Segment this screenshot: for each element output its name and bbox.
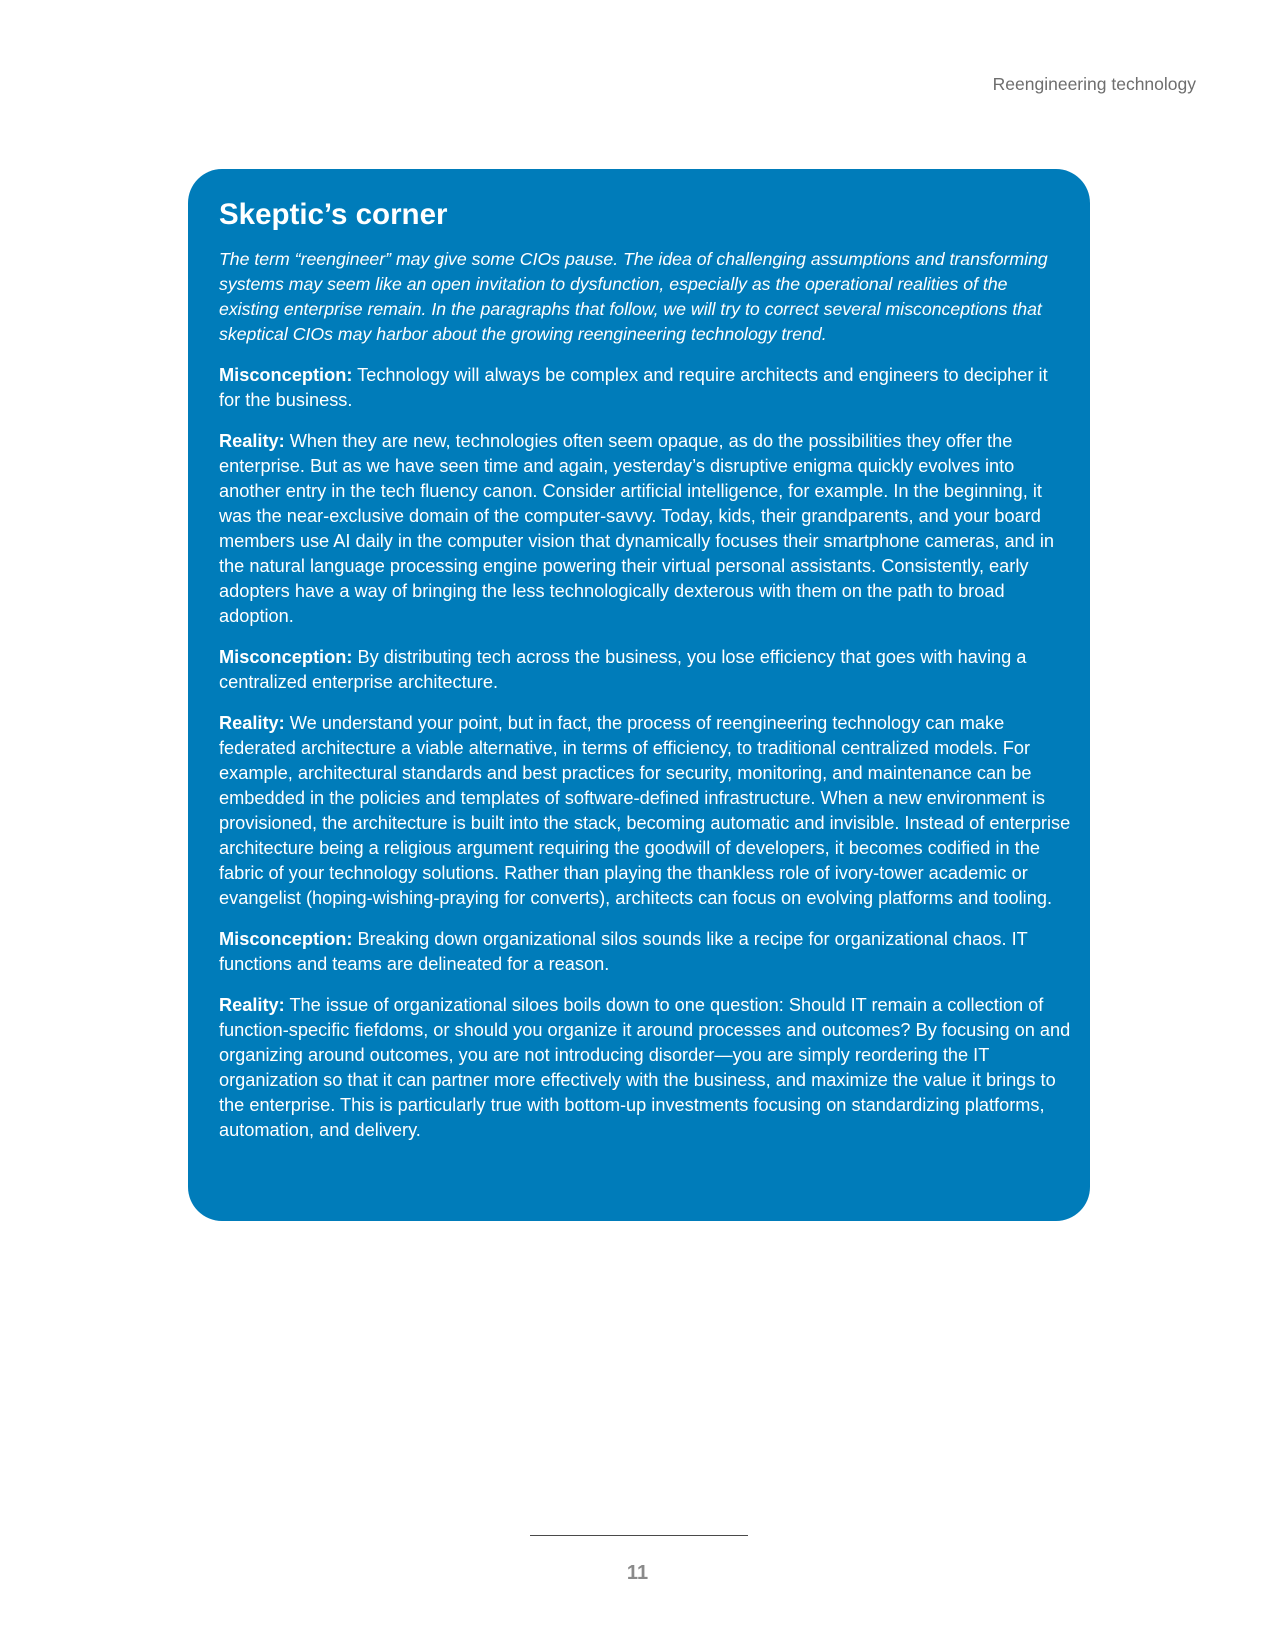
footer-divider [530,1535,748,1536]
misconception-paragraph [219,363,1072,413]
skeptics-corner-sidebar [188,169,1090,1221]
misconception-text: Breaking down organizational silos sounds like a recipe for organizational chaos. IT functions and teams are delineated for a reason. [219,928,1028,974]
misconception-text: Technology will always be complex and require architects and engineers to decipher it for the business. [219,364,1048,410]
misconception-paragraph [219,645,1072,695]
reality-paragraph [219,993,1072,1143]
reality-text: When they are new, technologies often seem opaque, as do the possibilities they offer the enterprise. But as we have seen time and again, yesterday’s disruptive enigma quickly evolves into another entry in the tech fluency canon. Consider artificial intelligence, for example. In the beginning, it was the near-exclusive domain of the computer-savvy. Today, kids, their grandparents, and your board members use AI daily in the computer vision that dynamically focuses their smartphone cameras, and in the natural language processing engine powering their virtual personal assistants. Consistently, early adopters have a way of bringing the less technologically dexterous with them on the path to broad adoption. [219,430,1054,626]
misconception-label: Misconception: [219,928,353,949]
reality-paragraph [219,711,1072,911]
reality-label: Reality: [219,430,285,451]
reality-text: The issue of organizational siloes boils down to one question: Should IT remain a collection of function-specific fiefdoms, or should you organize it around processes and outcomes? By focusing on and organizing around outcomes, you are not introducing disorder—you are simply reordering the IT organization so that it can partner more effectively with the business, and maximize the value it brings to the enterprise. This is particularly true with bottom-up investments focusing on standardizing platforms, automation, and delivery. [219,994,1071,1140]
sidebar-title: Skeptic’s corner [219,198,448,231]
sidebar-intro: The term “reengineer” may give some CIOs pause. The idea of challenging assumptions and transforming systems may seem like an open invitation to dysfunction, especially as the operational realities of the existing enterprise remain. In the paragraphs that follow, we will try to correct several misconceptions that skeptical CIOs may harbor about the growing reengineering technology trend. [219,248,1048,344]
misconception-label: Misconception: [219,364,353,385]
page-number: 11 [626,1562,649,1584]
reality-label: Reality: [219,712,285,733]
misconception-text: By distributing tech across the business, you lose efficiency that goes with having a centralized enterprise architecture. [219,646,1027,692]
misconception-label: Misconception: [219,646,353,667]
running-header: Reengineering technology [992,74,1196,94]
reality-paragraph [219,429,1072,629]
misconception-paragraph [219,927,1072,977]
reality-text: We understand your point, but in fact, the process of reengineering technology can make federated architecture a viable alternative, in terms of efficiency, to traditional centralized models. For example, architectural standards and best practices for security, monitoring, and maintenance can be embedded in the policies and templates of software-defined infrastructure. When a new environment is provisioned, the architecture is built into the stack, becoming automatic and invisible. Instead of enterprise architecture being a religious argument requiring the goodwill of developers, it becomes codified in the fabric of your technology solutions. Rather than playing the thankless role of ivory-tower academic or evangelist (hoping-wishing-praying for converts), architects can focus on evolving platforms and tooling. [219,712,1071,908]
reality-label: Reality: [219,994,285,1015]
